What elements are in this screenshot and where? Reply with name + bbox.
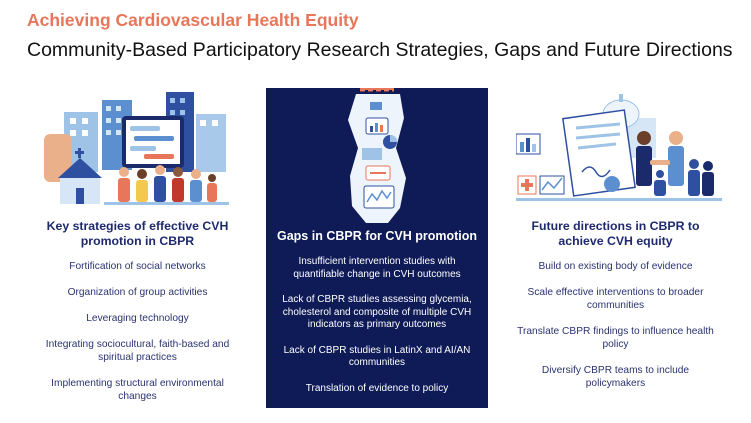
- strategy-item: Organization of group activities: [67, 287, 208, 298]
- policy-illustration: [516, 92, 722, 210]
- strategy-item: Fortification of social networks: [69, 261, 206, 272]
- gap-item: Lack of CBPR studies assessing glycemia, cholesterol and composite of multiple CVH indicators as primary outcomes: [282, 294, 472, 330]
- key-strategies-column: [35, 219, 240, 416]
- gap-item: Translation of evidence to policy: [305, 382, 449, 394]
- direction-item: Build on existing body of evidence: [538, 261, 693, 272]
- gaps-heading: Gaps in CBPR for CVH promotion: [277, 229, 477, 243]
- gap-item: Lack of CBPR studies in LatinX and AI/AN communities: [283, 344, 471, 368]
- page-subtitle: Community-Based Participatory Research Strategies, Gaps and Future Directions: [27, 39, 733, 61]
- gap-item: Insufficient intervention studies with quantifiable change in CVH outcomes: [293, 256, 461, 280]
- data-crack-illustration: [266, 88, 488, 228]
- future-directions-column: [513, 219, 718, 403]
- strategy-item: Integrating sociocultural, faith-based and spiritual practices: [45, 339, 230, 363]
- page-title: Achieving Cardiovascular Health Equity: [27, 10, 359, 30]
- direction-item: Diversify CBPR teams to include policymakers: [541, 365, 690, 389]
- key-strategies-heading: Key strategies of effective CVH promotion in CBPR: [46, 219, 229, 248]
- direction-item: Translate CBPR findings to influence health policy: [517, 326, 714, 350]
- gaps-list: [276, 256, 478, 408]
- strategy-item: Leveraging technology: [86, 313, 189, 324]
- future-directions-heading: Future directions in CBPR to achieve CVH equity: [531, 219, 700, 248]
- direction-item: Scale effective interventions to broader communities: [527, 287, 704, 311]
- community-illustration: [44, 92, 234, 210]
- gaps-panel: [266, 88, 488, 408]
- strategy-item: Implementing structural environmental changes: [51, 378, 224, 402]
